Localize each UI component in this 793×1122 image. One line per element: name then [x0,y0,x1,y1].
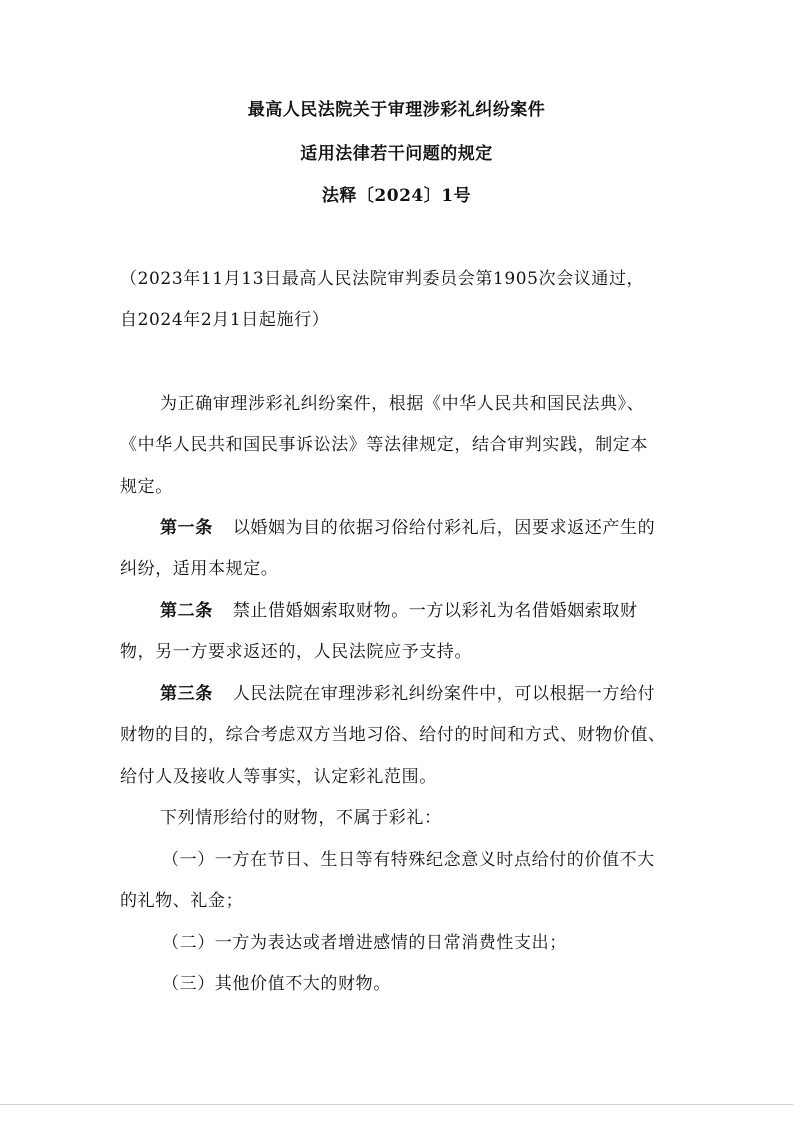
article1-line1 [160,516,730,540]
article2-line2: 物，另一方要求返还的，人民法院应予支持。 [120,642,472,662]
article1-line2: 纠纷，适用本规定。 [120,559,279,579]
document-title-line1: 最高人民法院关于审理涉彩礼纠纷案件 [247,100,546,120]
article1-label: 第一条 [160,518,213,538]
article3-line2: 财物的目的，综合考虑双方当地习俗、给付的时间和方式、财物价值、 [120,725,666,745]
article3-item3: （三）其他价值不大的财物。 [162,974,391,994]
page-bottom-divider [0,1104,793,1105]
adoption-note-line2: 自2024年2月1日起施行） [120,310,330,330]
document-title-line2: 适用法律若干问题的规定 [300,144,493,164]
article3-line1 [160,682,730,706]
article2-line1 [160,599,730,623]
article3-line3: 给付人及接收人等事实，认定彩礼范围。 [120,767,437,787]
preamble-line3: 规定。 [120,477,173,497]
article3-list-intro: 下列情形给付的财物，不属于彩礼： [160,808,442,828]
article3-item1-line1: （一）一方在节日、生日等有特殊纪念意义时点给付的价值不大 [162,850,655,870]
article3-text: 人民法院在审理涉彩礼纠纷案件中，可以根据一方给付 [232,684,656,704]
article3-item2: （二）一方为表达或者增进感情的日常消费性支出； [162,933,567,953]
article2-label: 第二条 [160,601,213,621]
preamble-line2: 《中华人民共和国民事诉讼法》等法律规定，结合审判实践，制定本 [120,435,648,455]
document-number: 法释〔2024〕1号 [321,186,472,206]
article3-item1-line2: 的礼物、礼金； [120,891,244,911]
article1-text: 以婚姻为目的依据习俗给付彩礼后，因要求返还产生的 [232,518,656,538]
article2-text: 禁止借婚姻索取财物。一方以彩礼为名借婚姻索取财 [232,601,638,621]
preamble-line1: 为正确审理涉彩礼纠纷案件，根据《中华人民共和国民法典》、 [160,394,645,414]
article3-label: 第三条 [160,684,213,704]
adoption-note-line1: （2023年11月13日最高人民法院审判委员会第1905次会议通过， [120,269,645,289]
